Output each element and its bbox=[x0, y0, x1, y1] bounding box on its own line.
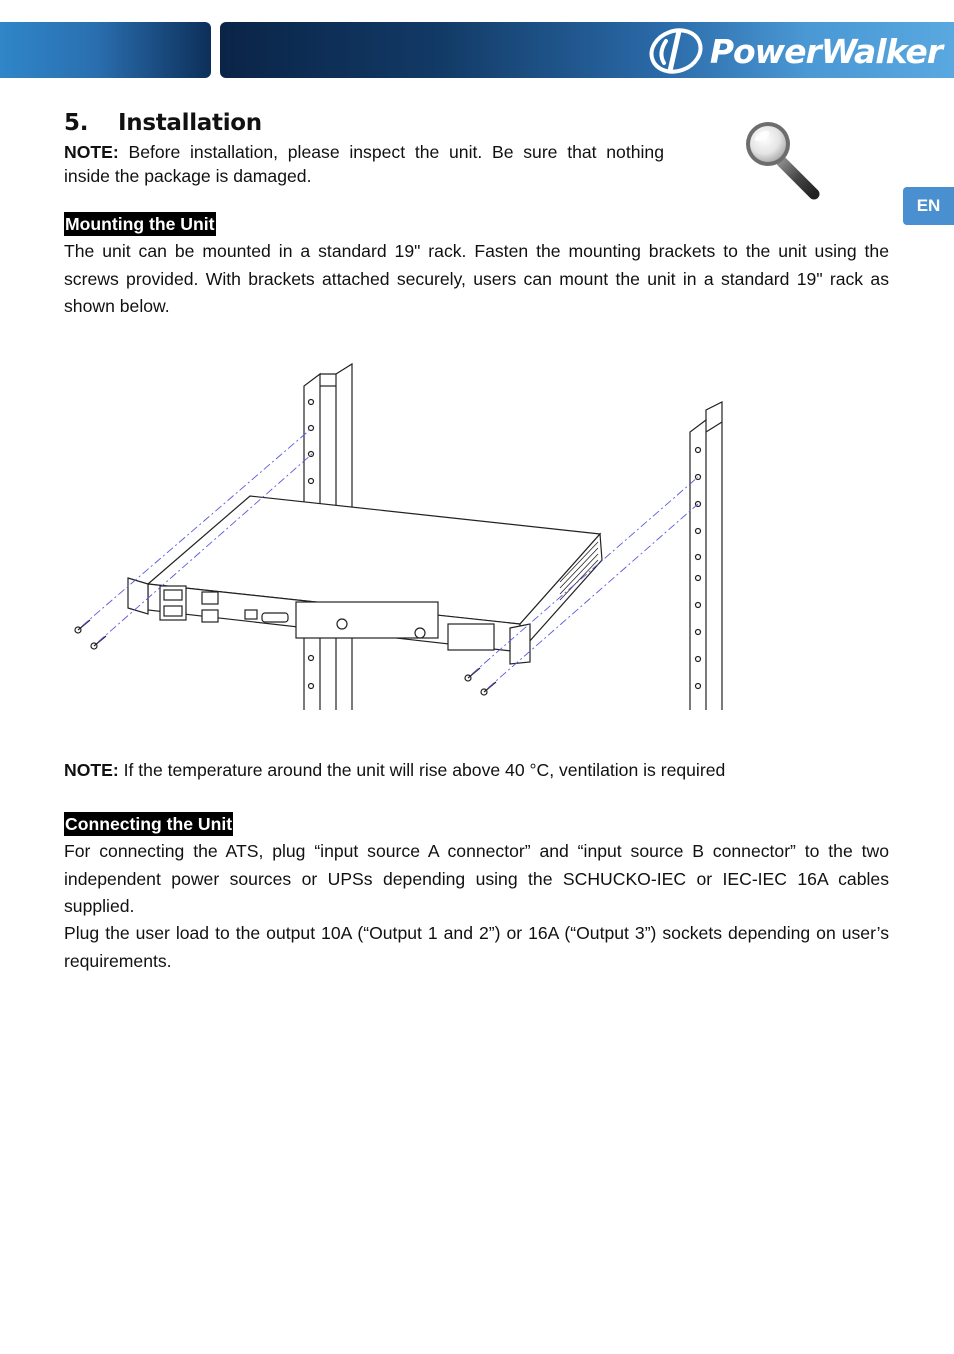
connecting-heading: Connecting the Unit bbox=[65, 814, 233, 834]
mounting-heading: Mounting the Unit bbox=[65, 214, 215, 234]
header-band bbox=[0, 22, 954, 79]
brand-name: PowerWalker bbox=[709, 31, 942, 71]
right-rack-post bbox=[690, 402, 722, 710]
language-tab[interactable]: EN bbox=[903, 187, 954, 225]
magnifier-icon bbox=[742, 118, 824, 202]
section-number: 5. bbox=[64, 110, 89, 136]
mounting-text: The unit can be mounted in a standard 19" rack. Fasten the mounting brackets to the unit using the screws provided. With brackets attached securely, users can mount the unit in a standard 19" rack as shown below. bbox=[64, 241, 889, 316]
power-logo-icon bbox=[646, 27, 706, 75]
intro-note bbox=[64, 141, 664, 188]
intro-note-text: Before installation, please inspect the unit. Be sure that nothing inside the package is damaged. bbox=[64, 142, 664, 186]
header-left-block bbox=[0, 22, 211, 78]
section-title bbox=[64, 110, 262, 136]
connecting-text-2: Plug the user load to the output 10A (“Output 1 and 2”) or 16A (“Output 3”) sockets depending on user’s requirements. bbox=[64, 923, 889, 971]
ats-chassis bbox=[128, 496, 602, 664]
header-right-block bbox=[220, 22, 954, 78]
note-label: NOTE: bbox=[64, 142, 119, 162]
temperature-note-text: If the temperature around the unit will rise above 40 °C, ventilation is required bbox=[118, 760, 726, 780]
temperature-note bbox=[64, 757, 889, 785]
note-label: NOTE: bbox=[64, 760, 119, 780]
brand-logo bbox=[646, 26, 942, 76]
rack-mount-diagram bbox=[60, 356, 740, 716]
section-title-text: Installation bbox=[118, 110, 262, 136]
connecting-text-1: For connecting the ATS, plug “input source A connector” and “input source B connector” to the two independent power sources or UPSs depending using the SCHUCKO-IEC or IEC-IEC 16A cables supplied. bbox=[64, 841, 889, 916]
